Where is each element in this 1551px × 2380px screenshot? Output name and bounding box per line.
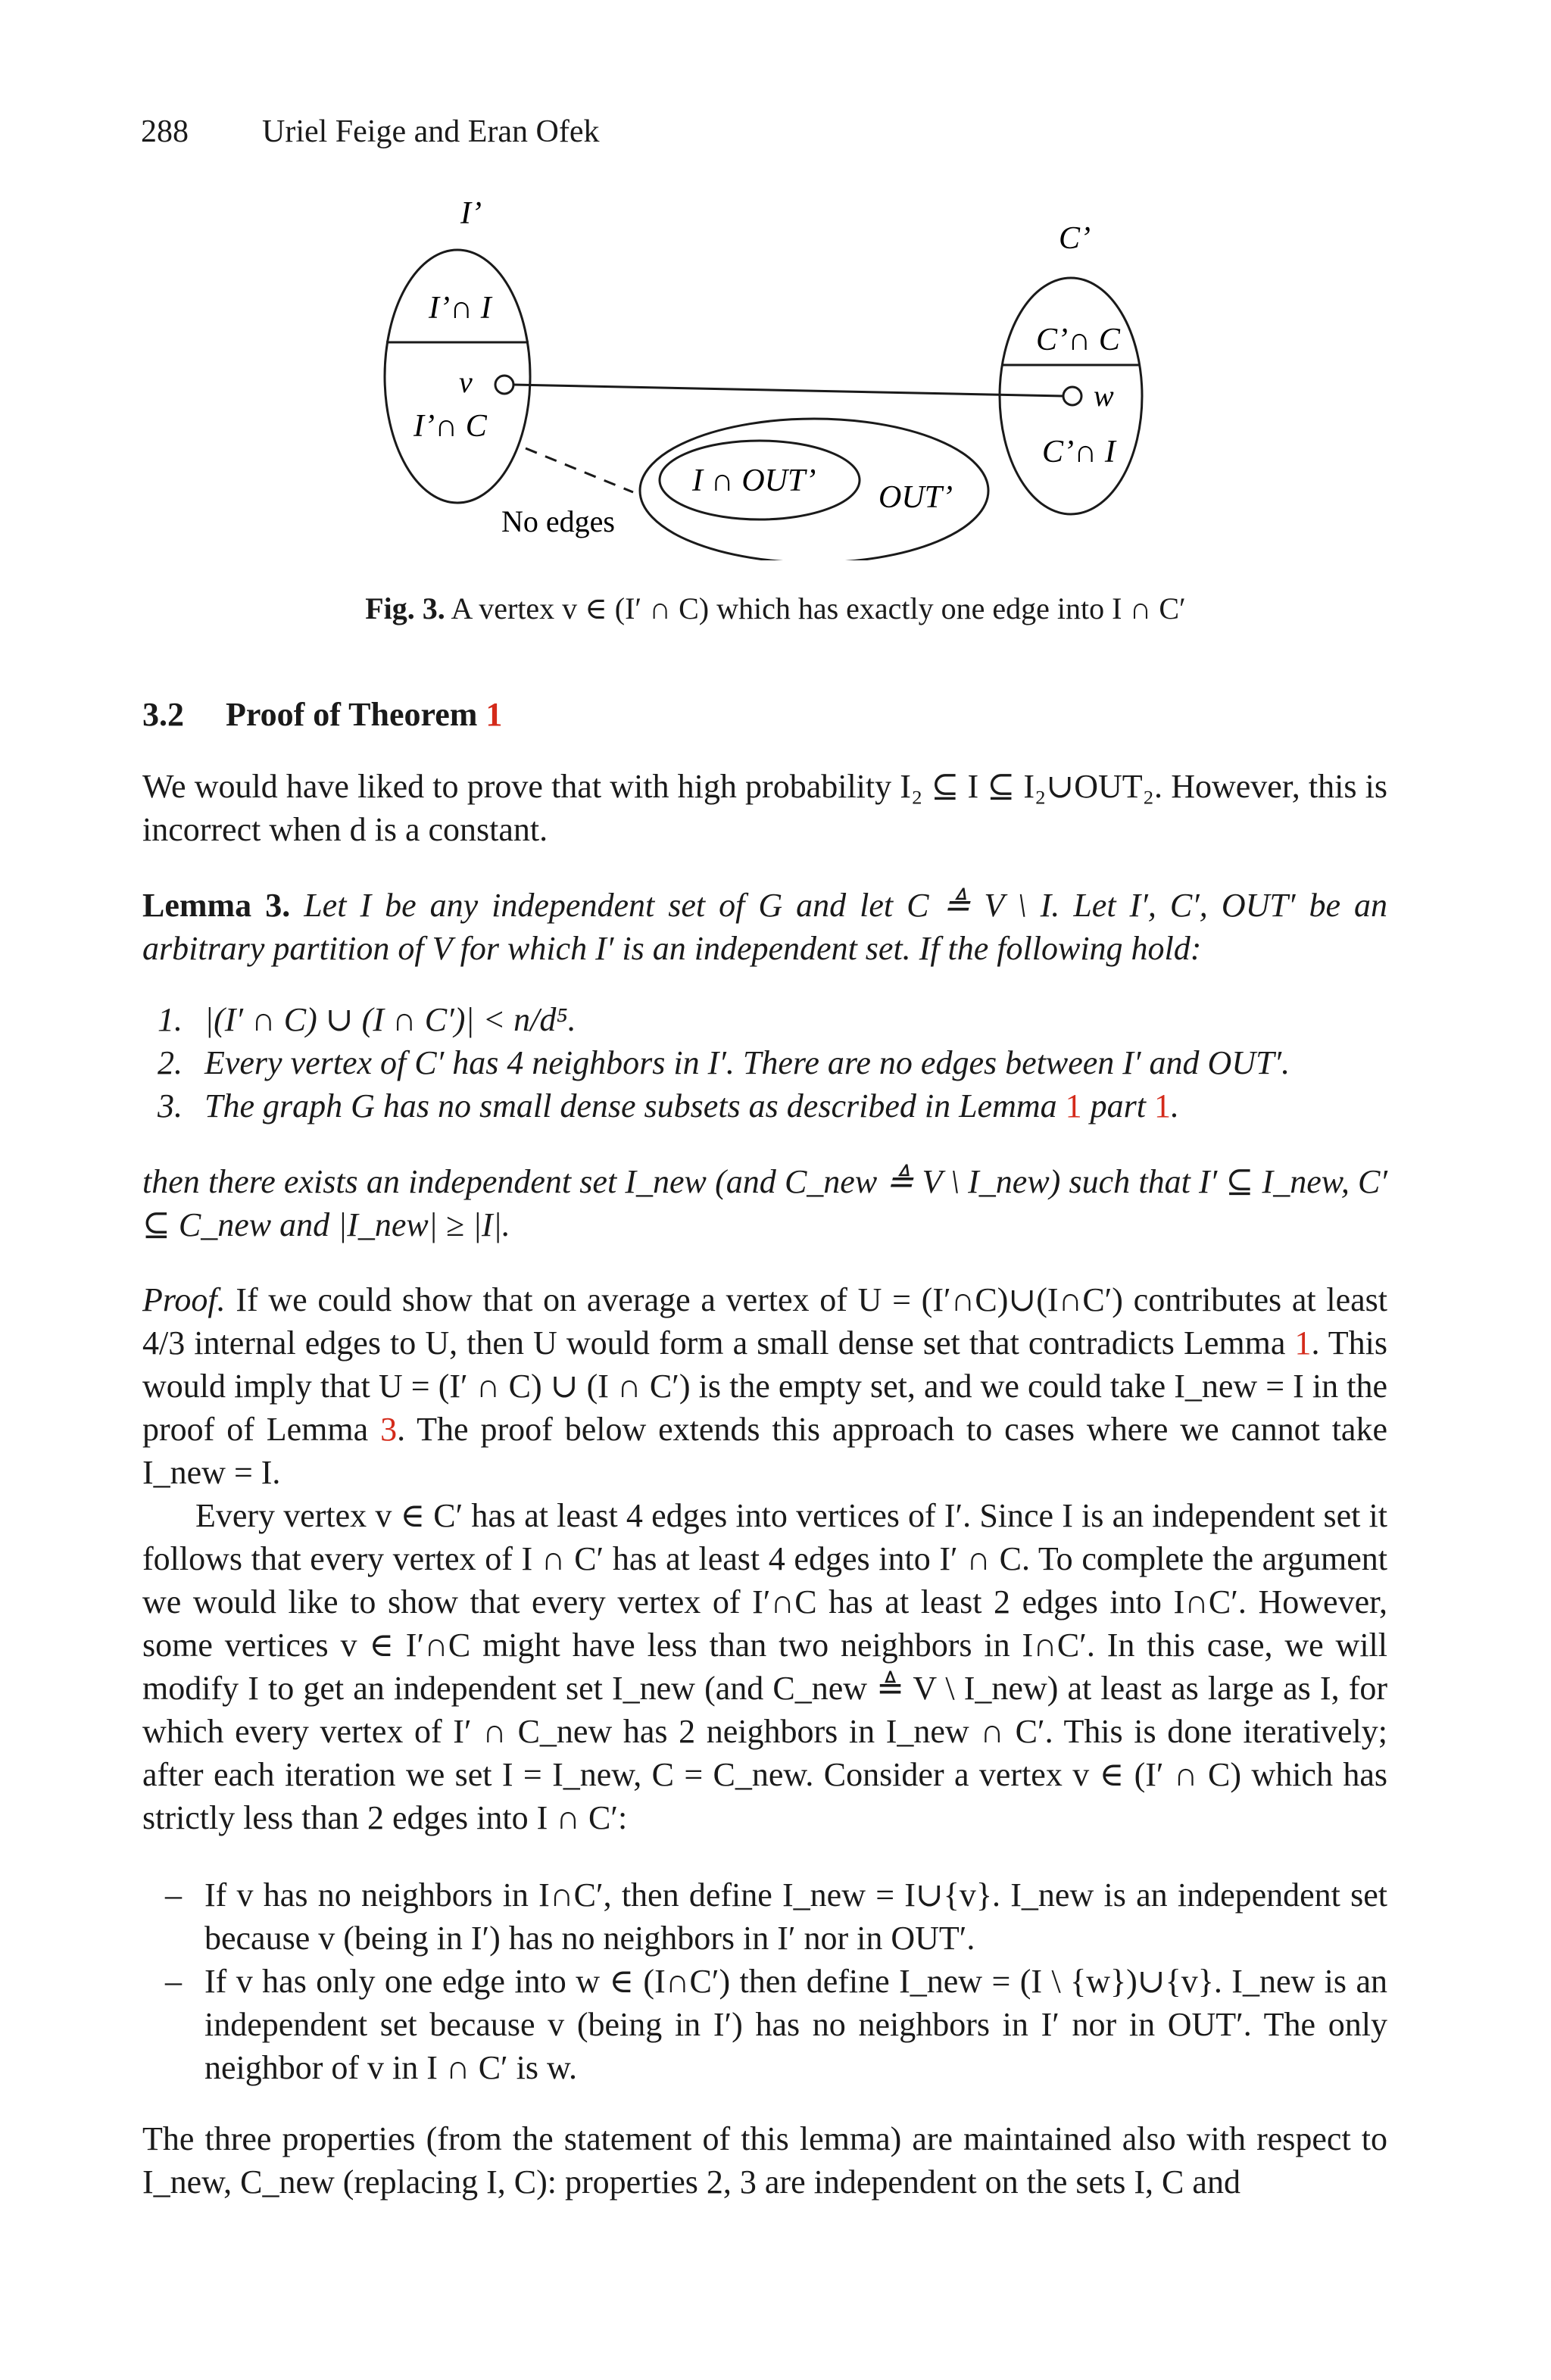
section-title: Proof of Theorem: [226, 696, 486, 733]
lemma-statement: Let I be any independent set of G and let C ≜ V \ I. Let I′, C′, OUT′ be an arbitrary partition of V for which I′ is an independent set. If the following hold:: [142, 887, 1388, 967]
edge-v-w: [513, 385, 1063, 396]
lemma-ref-1[interactable]: 1: [1065, 1087, 1082, 1124]
label-I-prime-cap-I: I’∩ I: [429, 291, 492, 326]
proof-paragraph-3: The three properties (from the statement of this lemma) are maintained also with respect to I_new, C_new (replacing I, C): properties 2, 3 are independent on the sets I, C and: [142, 2120, 1387, 2201]
label-I-prime-cap-C: I’∩ C: [413, 409, 487, 444]
vertex-v: [495, 376, 513, 394]
running-header: [141, 114, 600, 150]
section-theorem-ref[interactable]: 1: [485, 696, 503, 733]
page-number: 288: [141, 114, 189, 149]
label-OUT-prime: OUT’: [878, 480, 953, 515]
proof-paragraph-1: Proof. If we could show that on average a vertex of U = (I′∩C)∪(I∩C′) contributes at least 4/3 internal edges to U, then U would form a small dense set that contradicts Lemma 1. This would imply that U = (I′ ∩ C) ∪ (I ∩ C′) is the empty set, and we could take I_new = I in the proof of Lemma 3. The proof below extends this approach to cases where we cannot take I_new = I.: [142, 1281, 1387, 1491]
figure-caption: [0, 591, 1551, 626]
label-C-prime-cap-I: C’∩ I: [1042, 435, 1116, 469]
lemma-label: Lemma 3.: [142, 887, 291, 924]
caption-label: Fig. 3.: [365, 591, 445, 625]
label-no-edges: No edges: [501, 504, 615, 538]
lemma-conclusion: then there exists an independent set I_new (and C_new ≜ V \ I_new) such that I′ ⊆ I_new, C′ ⊆ C_new and |I_new| ≥ |I|.: [142, 1163, 1387, 1243]
proof-label: Proof.: [142, 1281, 226, 1318]
lemma-3: [142, 884, 1387, 970]
ref-lemma-3[interactable]: 3: [380, 1411, 398, 1448]
label-C-prime: C’: [1059, 221, 1091, 256]
proof-paragraph-2: Every vertex v ∈ C′ has at least 4 edges into vertices of I′. Since I is an independent set it follows that every vertex of I ∩ C′ has at least 4 edges into I′ ∩ C. To complete the argument we would like to show that every vertex of I′∩C has at least 2 edges into I∩C′. However, some vertices v ∈ I′∩C might have less than two neighbors in I∩C′. In this case, we will modify I to get an independent set I_new (and C_new ≜ V \ I_new) at least as large as I, for which every vertex of I′ ∩ C_new has 2 neighbors in I_new ∩ C′. This is done iteratively; after each iteration we set I = I_new, C = C_new. Consider a vertex v ∈ (I′ ∩ C) which has strictly less than 2 edges into I ∩ C′:: [142, 1497, 1387, 1836]
no-edges-dashed-line: [526, 448, 633, 492]
paragraph-intro: We would have liked to prove that with high probability I₂ ⊆ I ⊆ I₂∪OUT₂. However, this is incorrect when d is a constant.: [142, 768, 1387, 848]
caption-text: A vertex v ∈ (I′ ∩ C) which has exactly one edge into I ∩ C′: [445, 591, 1186, 625]
label-I-cap-OUT-prime: I ∩ OUT’: [692, 463, 816, 498]
label-w: w: [1094, 379, 1114, 413]
part-ref-1[interactable]: 1: [1154, 1087, 1171, 1124]
condition-3: 3. The graph G has no small dense subsets as described in Lemma 1 part 1.: [158, 1087, 1179, 1124]
lemma-conditions: [142, 998, 1387, 1128]
case-no-neighbors: – If v has no neighbors in I∩C′, then define I_new = I∪{v}. I_new is an independent set because v (being in I′) has no neighbors in I′ nor in OUT′.: [165, 1876, 1387, 1957]
vertex-w: [1063, 387, 1081, 405]
ref-lemma-1[interactable]: 1: [1294, 1324, 1312, 1362]
case-one-neighbor: – If v has only one edge into w ∈ (I∩C′) then define I_new = (I \ {w})∪{v}. I_new is an independent set because v (being in I′) has no neighbors in I′ nor in OUT′. The only neighbor of v in I ∩ C′ is w.: [165, 1963, 1387, 2086]
proof-cases-list: [142, 1873, 1387, 2089]
condition-1: 1. |(I′ ∩ C) ∪ (I ∩ C′)| < n/d⁵.: [158, 1001, 576, 1038]
section-number: 3.2: [142, 696, 184, 733]
running-authors: Uriel Feige and Eran Ofek: [262, 114, 600, 149]
label-C-prime-cap-C: C’∩ C: [1036, 323, 1120, 357]
condition-2: 2. Every vertex of C′ has 4 neighbors in I′. There are no edges between I′ and OUT′.: [158, 1044, 1290, 1081]
section-heading: [142, 693, 1387, 736]
label-v: v: [459, 365, 473, 399]
label-I-prime: I’: [460, 196, 482, 231]
figure-3-diagram: [0, 182, 1551, 560]
